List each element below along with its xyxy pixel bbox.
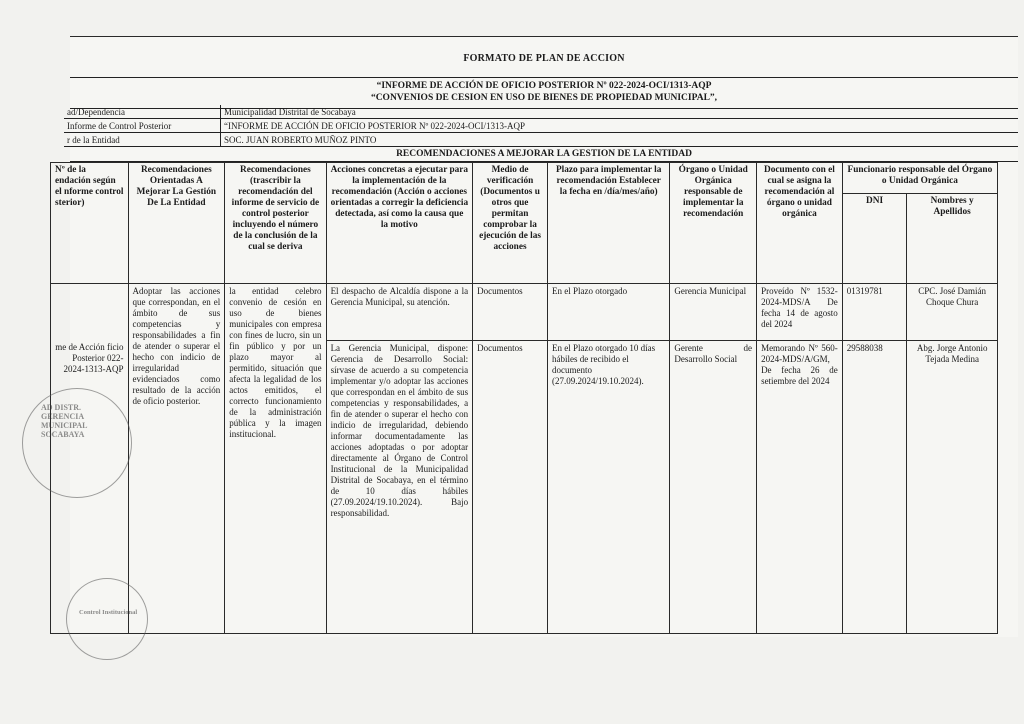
- deadline-cell: En el Plazo otorgado 10 días hábiles de recibido el documento (27.09.2024/19.10.2024).: [548, 341, 670, 634]
- meta-table: [64, 105, 1018, 147]
- action-plan-table: [50, 162, 998, 634]
- meta-row: [64, 133, 1018, 147]
- header-recommendations: Recomendaciones (trascribir la recomendación del informe de servicio de control posterior incluyendo el número de la conclusión de la cual se deriva: [225, 163, 326, 284]
- control-seal-stamp: [66, 578, 148, 660]
- meta-label: r de la Entidad: [64, 133, 221, 147]
- meta-row: [64, 119, 1018, 133]
- dni-cell: 01319781: [842, 284, 907, 341]
- header-document: Documento con el cual se asigna la recomendación al órgano o unidad orgánica: [757, 163, 843, 284]
- document-cell: Memorando Nº 560-2024-MDS/A/GM, De fecha 26 de setiembre del 2024: [757, 341, 843, 634]
- meta-value: Municipalidad Distrital de Socabaya: [221, 105, 1019, 119]
- table-row: [51, 284, 998, 341]
- rec-oriented-cell: Adoptar las acciones que correspondan, en el ámbito de sus competencias y responsabilidades a fin de atender o superar el hecho con indicio de irregularidad evidenciados como resultado de la acción de oficio posterior.: [128, 284, 225, 634]
- meta-value: “INFORME DE ACCIÓN DE OFICIO POSTERIOR Nº 022-2024-OCI/1313-AQP: [221, 119, 1019, 133]
- name-cell: Abg. Jorge Antonio Tejada Medina: [907, 341, 998, 634]
- meta-label: Informe de Control Posterior: [64, 119, 221, 133]
- report-header-line1: “INFORME DE ACCIÓN DE OFICIO POSTERIOR Nº 022-2024-OCI/1313-AQP: [376, 81, 712, 91]
- header-verification: Medio de verificación (Documentos u otros que permitan comprobar la ejecución de las acciones: [473, 163, 548, 284]
- seal-text: Control Institucional: [79, 609, 138, 616]
- deadline-cell: En el Plazo otorgado: [548, 284, 670, 341]
- document-cell: Proveído Nº 1532-2024-MDS/A De fecha 14 de agosto del 2024: [757, 284, 843, 341]
- action-cell: La Gerencia Municipal, dispone: Gerencia de Desarrollo Social: sírvase de acuerdo a su competencia implementar y/o adoptar las acciones que correspondan en el ámbito de sus competencias y responsabilidades, a fin de atender o superar el hecho con indicio de irregularidad, debiendo informar documentadamente las acciones adoptadas o por adoptar directamente al Órgano de Control Institucional de la Municipalidad Distrital de Socabaya, en el término de 10 días hábiles (27.09.2024/19.10.2024). Bajo responsabilidad.: [326, 341, 473, 634]
- header-dni: DNI: [842, 194, 907, 284]
- rec-number-text: me de Acción ficio Posterior 022-2024-1313-AQP: [55, 342, 124, 374]
- rec-text-cell: la entidad celebro convenio de cesión en uso de bienes municipales con empresa con fines de lucro, sin un fin público y por un plazo mayor al permitido, situación que afecta la legalidad de los actos emitidos, el correcto funcionamiento de la administración pública y la imagen institucional.: [225, 284, 326, 634]
- seal-text: AD DISTR. GERENCIA MUNICIPAL SOCABAYA: [41, 403, 88, 439]
- header-recommendations-oriented: Recomendaciones Orientadas A Mejorar La Gestión De La Entidad: [128, 163, 225, 284]
- organ-cell: Gerencia Municipal: [670, 284, 757, 341]
- report-header-line2: “CONVENIOS DE CESION EN USO DE BIENES DE PROPIEDAD MUNICIPAL”,: [370, 93, 718, 103]
- table-header-row: [51, 163, 998, 194]
- header-deadline: Plazo para implementar la recomendación Establecer la fecha en /día/mes/año): [548, 163, 670, 284]
- meta-label: ad/Dependencia: [64, 105, 221, 119]
- dni-cell: 29588038: [842, 341, 907, 634]
- meta-value: SOC. JUAN ROBERTO MUÑOZ PINTO: [221, 133, 1019, 147]
- section-title: RECOMENDACIONES A MEJORAR LA GESTION DE LA ENTIDAD: [70, 147, 1018, 162]
- organ-cell: Gerente de Desarrollo Social: [670, 341, 757, 634]
- document-title: FORMATO DE PLAN DE ACCION: [463, 53, 625, 64]
- header-rec-number: Nº de la endación según el nforme control sterior): [51, 163, 129, 284]
- header-organ: Órgano o Unidad Orgánica responsable de implementar la recomendación: [670, 163, 757, 284]
- name-cell: CPC. José Damián Choque Chura: [907, 284, 998, 341]
- meta-row: [64, 105, 1018, 119]
- verification-cell: Documentos: [473, 341, 548, 634]
- action-cell: El despacho de Alcaldía dispone a la Gerencia Municipal, su atención.: [326, 284, 473, 341]
- verification-cell: Documentos: [473, 284, 548, 341]
- municipal-seal-stamp: [22, 388, 132, 498]
- header-official: Funcionario responsable del Órgano o Unidad Orgánica: [842, 163, 997, 194]
- header-names: Nombres y Apellidos: [907, 194, 998, 284]
- header-concrete-actions: Acciones concretas a ejecutar para la implementación de la recomendación (Acción o acciones orientadas a corregir la deficiencia detectada, así como la causa que la motivo: [326, 163, 473, 284]
